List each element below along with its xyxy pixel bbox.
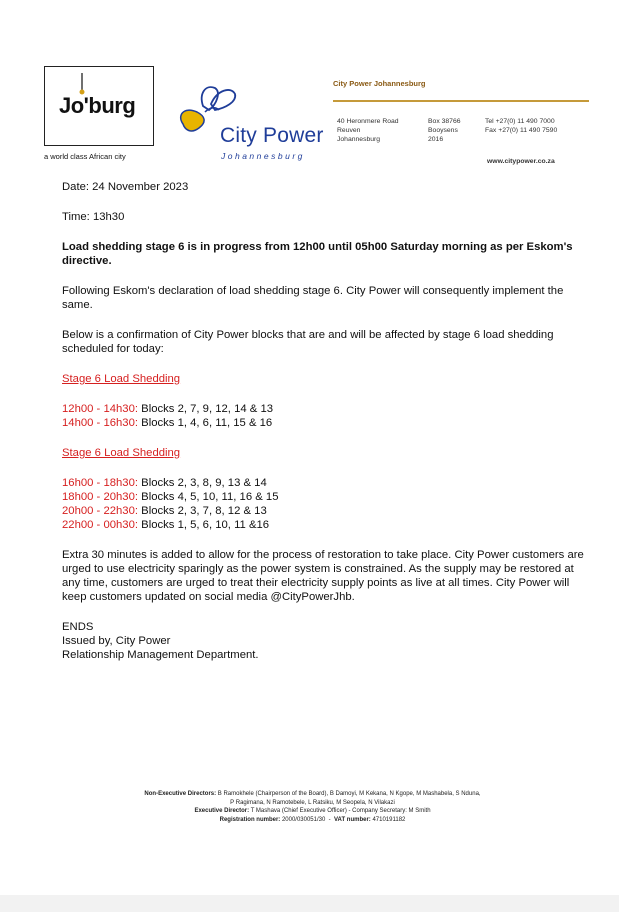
schedule-row: 20h00 - 22h30: Blocks 2, 3, 7, 8, 12 & 13: [62, 505, 267, 517]
document-body: [62, 180, 592, 662]
contact-numbers: Tel +27(0) 11 490 7000 Fax +27(0) 11 490 7590: [485, 118, 558, 134]
confirmation-paragraph: Below is a confirmation of City Power blocks that are and will be affected by stage 6 load shedding scheduled for today:: [62, 329, 554, 355]
restoration-paragraph: Extra 30 minutes is added to allow for the process of restoration to take place. City Power customers are urged to use electricity sparingly as the power system is constrained. As the supply may be restored at any time, customers are urged to treat their electricity supply points as live at all times. City Power will keep customers updated on social media @CityPowerJhb.: [62, 549, 584, 603]
address-street: 40 Heronmere Road Reuven Johannesburg: [337, 118, 399, 143]
issued-by-line: Issued by, City Power: [62, 635, 171, 647]
schedule-row: 14h00 - 16h30: Blocks 1, 4, 6, 11, 15 & 16: [62, 417, 273, 429]
joburg-tagline: a world class African city: [44, 152, 126, 161]
schedule-row: 16h00 - 18h30: Blocks 2, 3, 8, 9, 13 & 14: [62, 477, 267, 489]
address-box: Box 38766 Booysens 2016: [428, 118, 461, 143]
schedule-row: 18h00 - 20h30: Blocks 4, 5, 10, 11, 16 & 15: [62, 491, 279, 503]
headline: Load shedding stage 6 is in progress from 12h00 until 05h00 Saturday morning as per Eskom's directive.: [62, 241, 573, 267]
website-link[interactable]: www.citypower.co.za: [487, 158, 555, 165]
intro-paragraph: Following Eskom's declaration of load shedding stage 6. City Power will consequently implement the same.: [62, 285, 564, 311]
joburg-logo-box: [44, 66, 154, 146]
ends-line: ENDS: [62, 621, 94, 633]
city-power-logo-sub: Johannesburg: [221, 151, 305, 161]
date-line: Date: 24 November 2023: [62, 181, 189, 193]
directors-footer: Non-Executive Directors: B Ramokhele (Chairperson of the Board), B Damoyi, M Kekana, N Kgope, M Mashabela, S Nduna, P Ragimana, N Ramotebele, L Ratsiku, M Seopela, N Vilakazi Executive Director: T Mashava (Chief Executive Officer) - Company Secretary: M Smith Registration number: 2000/030051/30 - VAT number: 4710191182: [144, 791, 481, 823]
section-heading: Stage 6 Load Shedding: [62, 373, 181, 385]
section-heading: Stage 6 Load Shedding: [62, 447, 181, 459]
company-name: City Power Johannesburg: [333, 79, 426, 88]
joburg-logo-text: Jo'burg: [59, 93, 136, 118]
joburg-spire-icon: [75, 73, 89, 95]
department-line: Relationship Management Department.: [62, 649, 259, 661]
time-line: Time: 13h30: [62, 211, 125, 223]
schedule-row: 12h00 - 14h30: Blocks 2, 7, 9, 12, 14 & 13: [62, 403, 274, 415]
header-divider: [333, 100, 589, 102]
schedule-row: 22h00 - 00h30: Blocks 1, 5, 6, 10, 11 &16: [62, 519, 270, 531]
bottom-bar: [0, 895, 619, 912]
city-power-logo-name: City Power: [220, 124, 324, 147]
